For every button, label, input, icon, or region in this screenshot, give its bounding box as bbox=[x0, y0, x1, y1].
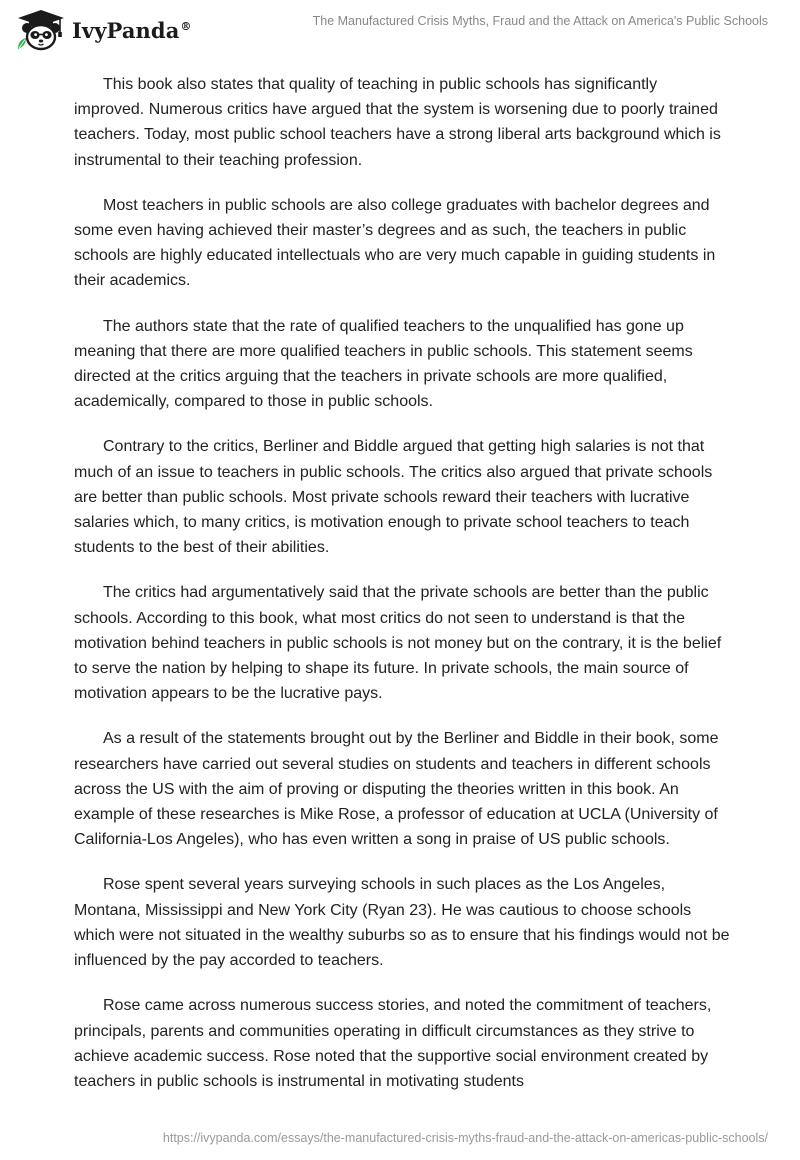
source-url[interactable]: https://ivypanda.com/essays/the-manufactured-crisis-myths-fraud-and-the-attack-on-americas-public-schools/ bbox=[162, 1131, 768, 1145]
paragraph: As a result of the statements brought out by the Berliner and Biddle in their book, some researchers have carried out several studies on students and teachers in different schools across the US with the aim of proving or disputing the theories written in this book. An example of these researches is Mike Rose, a professor of education at UCLA (University of California-Los Angeles), who has even written a song in praise of US public schools. bbox=[74, 730, 719, 849]
registered-mark: ® bbox=[180, 19, 192, 33]
document-title: The Manufactured Crisis Myths, Fraud and the Attack on America's Public Schools bbox=[312, 14, 768, 28]
ivypanda-logo[interactable] bbox=[14, 9, 192, 51]
page-header bbox=[0, 0, 800, 60]
paragraph: This book also states that quality of teaching in public schools has significantly improved. Numerous critics have argued that the system is worsening due to poorly trained teachers. Today, most public school teachers have a strong liberal arts background which is instrumental to their teaching profession. bbox=[74, 76, 721, 169]
paragraph: The authors state that the rate of qualified teachers to the unqualified has gone up meaning that there are more qualified teachers in public schools. This statement seems directed at the critics arguing that the teachers in private schools are more qualified, academically, compared to those in public schools. bbox=[74, 317, 693, 411]
panda-graduate-icon bbox=[14, 9, 68, 51]
essay-body bbox=[74, 72, 730, 1114]
logo-text bbox=[72, 18, 192, 43]
paragraph: Rose came across numerous success stories, and noted the commitment of teachers, principals, parents and communities operating in difficult circumstances as they strive to achieve academic success. Rose noted that the supportive social environment created by teachers in public schools is instrumental in motivating students bbox=[74, 997, 712, 1090]
paragraph: Rose spent several years surveying schools in such places as the Los Angeles, Montana, Mississippi and New York City (Ryan 23). He was cautious to choose schools which were not situated in the wealthy suburbs so as to ensure that his findings would not be influenced by the pay accorded to teachers. bbox=[74, 876, 730, 970]
paragraph: Contrary to the critics, Berliner and Biddle argued that getting high salaries is not that much of an issue to teachers in public schools. The critics also argued that private schools are better than public schools. Most private schools reward their teachers with lucrative salaries which, to many critics, is motivation enough to private school teachers to teach students to the best of their abilities. bbox=[74, 438, 713, 557]
logo-wordmark: IvyPanda bbox=[72, 17, 180, 43]
paragraph: The critics had argumentatively said that the private schools are better than the public schools. According to this book, what most critics do not seen to understand is that the motivation behind teachers in public schools is not money but on the contrary, it is the belief to serve the nation by helping to shape its future. In private schools, the main source of motivation appears to be the lucrative pays. bbox=[74, 584, 722, 703]
paragraph: Most teachers in public schools are also college graduates with bachelor degrees and some even having achieved their master’s degrees and as such, the teachers in public schools are highly educated intellectuals who are very much capable in guiding students in their academics. bbox=[74, 196, 716, 290]
